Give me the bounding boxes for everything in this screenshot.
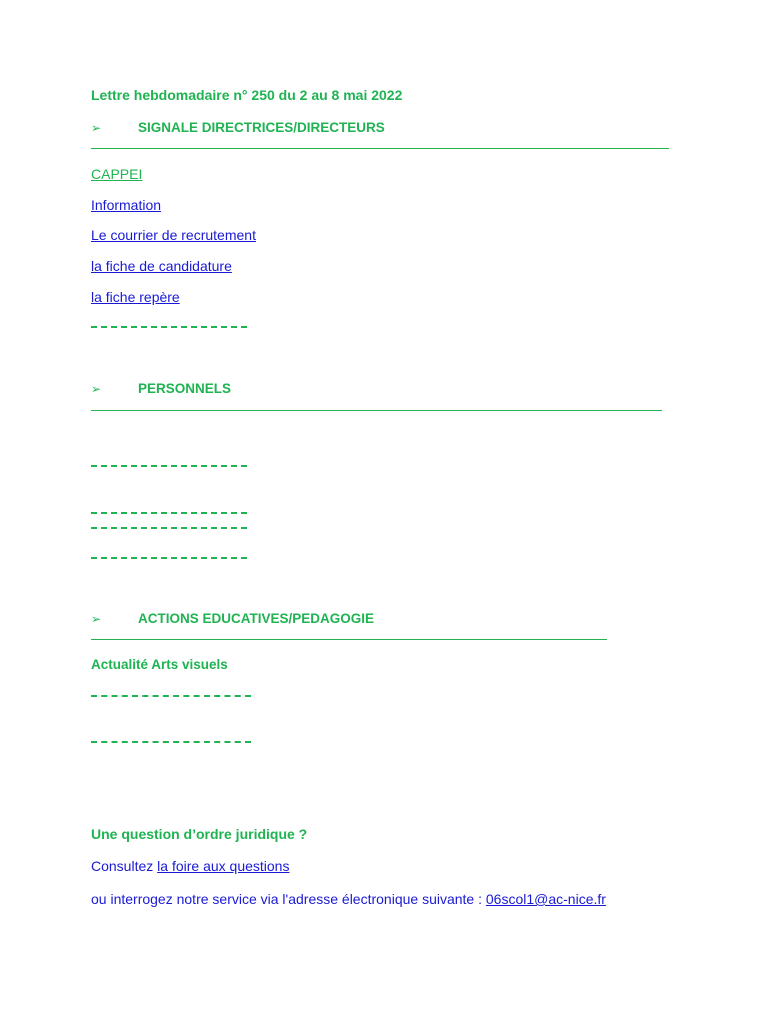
section-heading-personnels: PERSONNELS <box>138 381 232 396</box>
subheading-arts-visuels: Actualité Arts visuels <box>91 657 228 672</box>
link-cappei[interactable]: CAPPEI <box>91 166 143 182</box>
dashed-separator <box>91 695 251 697</box>
link-courrier-recrutement[interactable]: Le courrier de recrutement <box>91 227 256 243</box>
consult-prefix: Consultez <box>91 858 158 874</box>
section-divider <box>91 639 607 640</box>
dashed-separator <box>91 527 247 529</box>
bullet-arrow-icon: ➢ <box>91 121 102 135</box>
dashed-separator <box>91 557 247 559</box>
link-information[interactable]: Information <box>91 197 162 213</box>
section-heading-signale: SIGNALE DIRECTRICES/DIRECTEURS <box>138 120 385 135</box>
bullet-arrow-icon: ➢ <box>91 382 102 396</box>
section-divider <box>91 410 662 411</box>
section-heading-actions: ACTIONS EDUCATIVES/PEDAGOGIE <box>138 611 375 626</box>
consult-line <box>91 858 289 874</box>
link-fiche-candidature[interactable]: la fiche de candidature <box>91 258 232 274</box>
contact-line <box>91 891 606 907</box>
dashed-separator <box>91 465 247 467</box>
page-title: Lettre hebdomadaire n° 250 du 2 au 8 mai 2022 <box>91 87 403 103</box>
contact-prefix: ou interrogez notre service via l'adresse électronique suivante : <box>91 891 486 907</box>
link-faq[interactable]: la foire aux questions <box>157 858 290 874</box>
section-divider <box>91 148 669 149</box>
question-heading: Une question d’ordre juridique ? <box>91 826 308 842</box>
dashed-separator <box>91 741 251 743</box>
dashed-separator <box>91 326 247 328</box>
link-fiche-repere[interactable]: la fiche repère <box>91 289 180 305</box>
link-email[interactable]: 06scol1@ac-nice.fr <box>485 891 606 907</box>
bullet-arrow-icon: ➢ <box>91 612 102 626</box>
dashed-separator <box>91 512 247 514</box>
